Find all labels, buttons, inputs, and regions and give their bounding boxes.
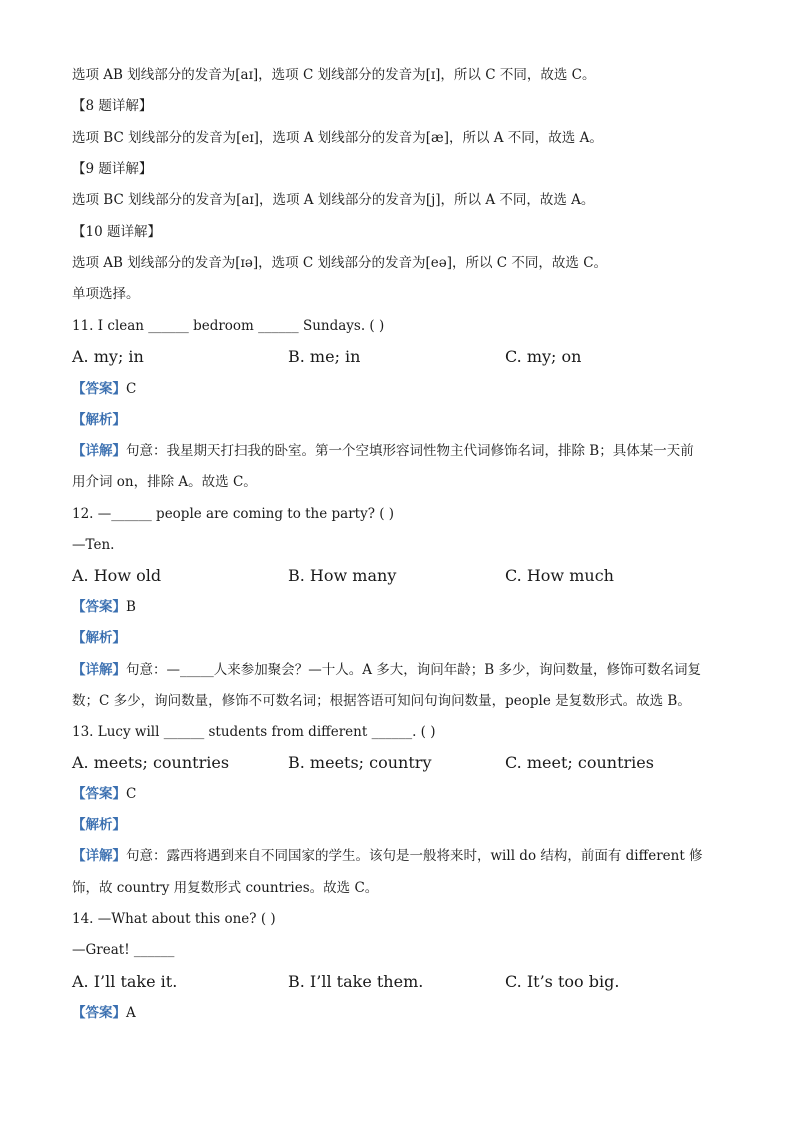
detail-line-13 — [72, 846, 724, 866]
options-row-11 — [0, 347, 794, 367]
detail-text: 句意：—_____人来参加聚会？—十人。A 多大，询问年龄；B 多少，询问数量，修饰可数名词复 — [126, 662, 702, 678]
answer-line-13 — [72, 784, 724, 804]
answer-value: C — [126, 786, 137, 802]
option-c: C. It’s too big. — [505, 972, 620, 991]
explanation-line: 选项 BC 划线部分的发音为[eɪ]，选项 A 划线部分的发音为[æ]，所以 A 不同，故选 A。 — [72, 130, 603, 146]
answer-label: 【答案】 — [72, 786, 126, 802]
detail-line-12 — [72, 660, 724, 680]
answer-value: B — [126, 599, 136, 615]
detail-label: 【详解】 — [72, 662, 126, 678]
section-title: 单项选择。 — [72, 286, 140, 302]
options-row-14 — [0, 972, 794, 992]
detail-line-13-cont: 饰，故 country 用复数形式 countries。故选 C。 — [72, 880, 379, 896]
answer-label: 【答案】 — [72, 599, 126, 615]
explanation-line: 选项 AB 划线部分的发音为[aɪ]，选项 C 划线部分的发音为[ɪ]，所以 C 不同，故选 C。 — [72, 67, 596, 83]
analysis-label: 【解析】 — [72, 412, 126, 428]
answer-line-12 — [72, 597, 724, 617]
option-a: A. my; in — [72, 347, 144, 366]
analysis-label: 【解析】 — [72, 817, 126, 833]
answer-value: C — [126, 381, 137, 397]
explanation-line: 选项 AB 划线部分的发音为[ɪə]，选项 C 划线部分的发音为[eə]，所以 C 不同，故选 C。 — [72, 255, 608, 271]
analysis-label-12 — [72, 628, 724, 648]
detail-line-11-cont: 用介词 on，排除 A。故选 C。 — [72, 474, 257, 490]
question-reply-14: —Great! ______ — [72, 942, 175, 958]
option-b: B. I’ll take them. — [288, 972, 424, 991]
option-a: A. meets; countries — [72, 753, 230, 772]
option-a: A. I’ll take it. — [72, 972, 178, 991]
section-heading-q8: 【8 题详解】 — [72, 98, 153, 114]
answer-line-14 — [72, 1003, 724, 1023]
option-b: B. meets; country — [288, 753, 432, 772]
answer-line-11 — [72, 379, 724, 399]
answer-label: 【答案】 — [72, 1005, 126, 1021]
question-stem-11: 11. I clean ______ bedroom ______ Sundays. ( ) — [72, 318, 385, 334]
answer-label: 【答案】 — [72, 381, 126, 397]
options-row-13 — [0, 753, 794, 773]
analysis-label-11 — [72, 410, 724, 430]
question-stem-12: 12. —______ people are coming to the party? ( ) — [72, 506, 395, 522]
detail-label: 【详解】 — [72, 443, 126, 459]
section-heading-q10: 【10 题详解】 — [72, 224, 161, 240]
analysis-label-13 — [72, 815, 724, 835]
detail-line-11 — [72, 441, 724, 461]
section-heading-q9: 【9 题详解】 — [72, 161, 153, 177]
options-row-12 — [0, 566, 794, 586]
explanation-line: 选项 BC 划线部分的发音为[aɪ]，选项 A 划线部分的发音为[j]，所以 A 不同，故选 A。 — [72, 192, 595, 208]
detail-text: 句意：我星期天打扫我的卧室。第一个空填形容词性物主代词修饰名词，排除 B；具体某一天前 — [126, 443, 694, 459]
option-c: C. meet; countries — [505, 753, 654, 772]
analysis-label: 【解析】 — [72, 630, 126, 646]
answer-value: A — [126, 1005, 136, 1021]
detail-text: 句意：露西将遇到来自不同国家的学生。该句是一般将来时，will do 结构，前面有 different 修 — [126, 848, 703, 864]
option-c: C. my; on — [505, 347, 582, 366]
question-stem-14: 14. —What about this one? ( ) — [72, 911, 276, 927]
option-b: B. How many — [288, 566, 397, 585]
detail-line-12-cont: 数；C 多少，询问数量，修饰不可数名词；根据答语可知问句询问数量，people 是复数形式。故选 B。 — [72, 693, 691, 709]
detail-label: 【详解】 — [72, 848, 126, 864]
question-stem-13: 13. Lucy will ______ students from different ______. ( ) — [72, 724, 436, 740]
option-c: C. How much — [505, 566, 614, 585]
option-b: B. me; in — [288, 347, 361, 366]
option-a: A. How old — [72, 566, 162, 585]
question-reply-12: —Ten. — [72, 537, 115, 553]
